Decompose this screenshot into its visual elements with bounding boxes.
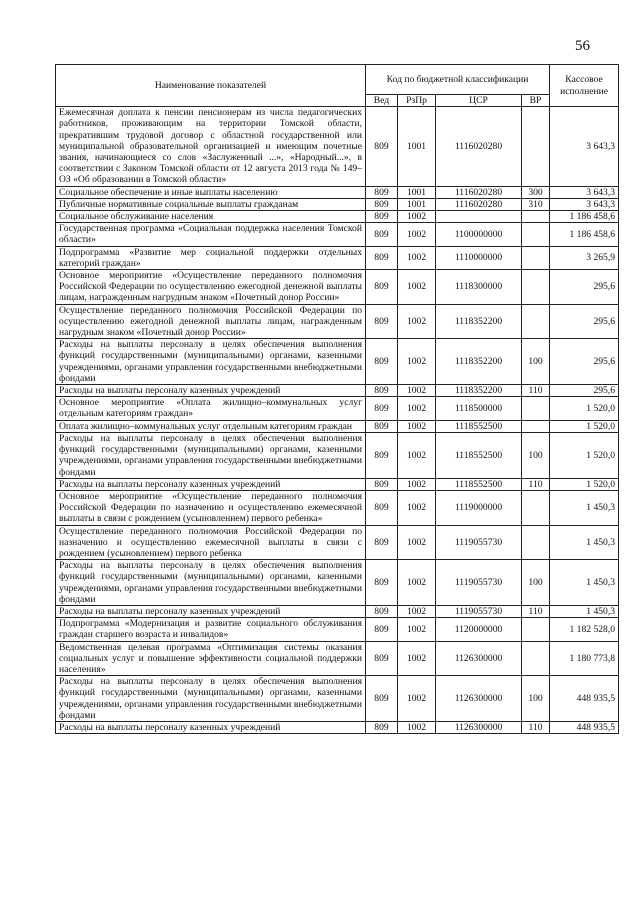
- cell-name: Расходы на выплаты персоналу казенных учреждений: [56, 385, 366, 397]
- table-row: [56, 223, 619, 246]
- cell-name: Государственная программа «Социальная поддержка населения Томской области»: [56, 223, 366, 246]
- cell-ved: 809: [366, 676, 398, 722]
- cell-rzpr: 1002: [398, 385, 436, 397]
- table-row: [56, 385, 619, 397]
- cell-rzpr: 1002: [398, 478, 436, 490]
- cell-name: Расходы на выплаты персоналу казенных учреждений: [56, 605, 366, 617]
- cell-name: Основное мероприятие «Осуществление переданного полномочия Российской Федерации по осуществлению ежегодной денежной выплаты лицам, награжденным нагрудным знаком «Почетный донор России»: [56, 270, 366, 305]
- cell-vr: 110: [522, 385, 550, 397]
- cell-ved: 809: [366, 397, 398, 420]
- cell-name: Социальное обслуживание населения: [56, 211, 366, 223]
- cell-name: Расходы на выплаты персоналу казенных учреждений: [56, 721, 366, 733]
- cell-ved: 809: [366, 304, 398, 339]
- cell-csr: 1119000000: [436, 490, 522, 525]
- cell-rzpr: 1002: [398, 605, 436, 617]
- cell-name: Основное мероприятие «Осуществление переданного полномочия Российской Федерации по назначению и осуществлению ежемесячной выплаты в связи с рождением (усыновлением) первого ребенка»: [56, 490, 366, 525]
- cell-rzpr: 1001: [398, 107, 436, 186]
- cell-ved: 809: [366, 107, 398, 186]
- cell-vr: 110: [522, 605, 550, 617]
- cell-name: Расходы на выплаты персоналу казенных учреждений: [56, 478, 366, 490]
- cell-amount: 1 186 458,6: [550, 223, 619, 246]
- cell-amount: 295,6: [550, 270, 619, 305]
- cell-name: Осуществление переданного полномочия Российской Федерации по осуществлению ежегодной денежной выплаты лицам, награжденным нагрудным знаком «Почетный донор России»: [56, 304, 366, 339]
- cell-vr: 110: [522, 478, 550, 490]
- table-row: [56, 490, 619, 525]
- cell-amount: 3 643,3: [550, 186, 619, 198]
- cell-amount: 448 935,5: [550, 676, 619, 722]
- cell-name: Осуществление переданного полномочия Российской Федерации по назначению и осуществлению ежемесячной выплаты в связи с рождением (усыновлением) первого ребенка: [56, 525, 366, 560]
- cell-name: Публичные нормативные социальные выплаты гражданам: [56, 198, 366, 210]
- cell-csr: 1100000000: [436, 223, 522, 246]
- cell-csr: 1126300000: [436, 721, 522, 733]
- cell-ved: 809: [366, 420, 398, 432]
- cell-csr: 1116020280: [436, 198, 522, 210]
- cell-rzpr: 1002: [398, 618, 436, 641]
- cell-vr: [522, 107, 550, 186]
- cell-ved: 809: [366, 560, 398, 606]
- cell-vr: [522, 304, 550, 339]
- cell-rzpr: 1002: [398, 641, 436, 676]
- cell-ved: 809: [366, 605, 398, 617]
- cell-rzpr: 1002: [398, 721, 436, 733]
- cell-amount: 1 182 528,0: [550, 618, 619, 641]
- table-row: [56, 721, 619, 733]
- cell-csr: 1118552500: [436, 478, 522, 490]
- table-row: [56, 198, 619, 210]
- cell-csr: 1126300000: [436, 641, 522, 676]
- cell-amount: 1 450,3: [550, 525, 619, 560]
- table-row: [56, 560, 619, 606]
- cell-ved: 809: [366, 478, 398, 490]
- cell-rzpr: 1002: [398, 304, 436, 339]
- header-csr: ЦСР: [436, 95, 522, 107]
- table-row: [56, 270, 619, 305]
- cell-name: Расходы на выплаты персоналу в целях обеспечения выполнения функций государственными (муниципальными) органами, казенными учреждениями, органами управления государственными внебюджетными фондами: [56, 676, 366, 722]
- cell-csr: 1118500000: [436, 397, 522, 420]
- cell-rzpr: 1001: [398, 198, 436, 210]
- cell-amount: 1 520,0: [550, 478, 619, 490]
- cell-ved: 809: [366, 525, 398, 560]
- cell-csr: 1118300000: [436, 270, 522, 305]
- table-row: [56, 397, 619, 420]
- cell-amount: 1 450,3: [550, 490, 619, 525]
- cell-amount: 295,6: [550, 385, 619, 397]
- cell-csr: 1118352200: [436, 385, 522, 397]
- cell-vr: [522, 223, 550, 246]
- cell-name: Подпрограмма «Развитие мер социальной поддержки отдельных категорий граждан»: [56, 246, 366, 269]
- table-row: [56, 186, 619, 198]
- cell-ved: 809: [366, 432, 398, 478]
- header-code-group: Код по бюджетной классификации: [366, 65, 550, 95]
- cell-amount: 1 180 773,8: [550, 641, 619, 676]
- table-row: [56, 246, 619, 269]
- cell-amount: 3 265,9: [550, 246, 619, 269]
- cell-ved: 809: [366, 618, 398, 641]
- cell-vr: 300: [522, 186, 550, 198]
- cell-ved: 809: [366, 246, 398, 269]
- table-row: [56, 525, 619, 560]
- cell-ved: 809: [366, 186, 398, 198]
- cell-name: Оплата жилищно–коммунальных услуг отдельным категориям граждан: [56, 420, 366, 432]
- cell-csr: 1119055730: [436, 560, 522, 606]
- cell-csr: 1118552500: [436, 432, 522, 478]
- budget-table: [55, 64, 619, 734]
- cell-name: Расходы на выплаты персоналу в целях обеспечения выполнения функций государственными (муниципальными) органами, казенными учреждениями, органами управления государственными внебюджетными фондами: [56, 339, 366, 385]
- cell-csr: 1116020280: [436, 107, 522, 186]
- cell-ved: 809: [366, 721, 398, 733]
- cell-vr: [522, 525, 550, 560]
- cell-ved: 809: [366, 211, 398, 223]
- cell-rzpr: 1002: [398, 525, 436, 560]
- cell-vr: 100: [522, 339, 550, 385]
- cell-name: Расходы на выплаты персоналу в целях обеспечения выполнения функций государственными (муниципальными) органами, казенными учреждениями, органами управления государственными внебюджетными фондами: [56, 432, 366, 478]
- cell-vr: [522, 397, 550, 420]
- table-row: [56, 339, 619, 385]
- cell-csr: 1119055730: [436, 605, 522, 617]
- cell-vr: 310: [522, 198, 550, 210]
- table-row: [56, 432, 619, 478]
- page-number: 56: [575, 38, 590, 54]
- cell-amount: 1 186 458,6: [550, 211, 619, 223]
- cell-rzpr: 1002: [398, 432, 436, 478]
- header-name: Наименование показателей: [56, 65, 366, 107]
- header-amount: Кассовое исполнение: [550, 65, 619, 107]
- table-row: [56, 605, 619, 617]
- cell-csr: 1118352200: [436, 304, 522, 339]
- cell-rzpr: 1002: [398, 420, 436, 432]
- cell-vr: [522, 641, 550, 676]
- cell-amount: 1 520,0: [550, 397, 619, 420]
- cell-csr: 1126300000: [436, 676, 522, 722]
- cell-rzpr: 1002: [398, 676, 436, 722]
- cell-vr: 100: [522, 676, 550, 722]
- header-rzpr: РзПр: [398, 95, 436, 107]
- cell-amount: 1 520,0: [550, 432, 619, 478]
- cell-amount: 1 450,3: [550, 605, 619, 617]
- cell-rzpr: 1002: [398, 490, 436, 525]
- cell-vr: 100: [522, 560, 550, 606]
- cell-rzpr: 1002: [398, 397, 436, 420]
- cell-csr: 1120000000: [436, 618, 522, 641]
- cell-ved: 809: [366, 270, 398, 305]
- cell-amount: 448 935,5: [550, 721, 619, 733]
- cell-amount: 295,6: [550, 304, 619, 339]
- cell-name: Ежемесячная доплата к пенсии пенсионерам из числа педагогических работников, проживающим на территории Томской области, прекратившим трудовой договор с областной государственной или муниципальной образовательной организацией и имеющим почетные звания, начинающиеся со слов «Заслуженный ...», «Народный...», в соответствии с Законом Томской области от 12 августа 2013 года № 149–ОЗ «Об образовании в Томской области»: [56, 107, 366, 186]
- table-row: [56, 618, 619, 641]
- table-row: [56, 478, 619, 490]
- cell-ved: 809: [366, 223, 398, 246]
- cell-vr: [522, 490, 550, 525]
- cell-vr: [522, 270, 550, 305]
- cell-vr: 110: [522, 721, 550, 733]
- cell-name: Ведомственная целевая программа «Оптимизация системы оказания социальных услуг и повышение эффективности социальной поддержки населения»: [56, 641, 366, 676]
- table-row: [56, 420, 619, 432]
- cell-amount: 3 643,3: [550, 198, 619, 210]
- cell-vr: 100: [522, 432, 550, 478]
- cell-ved: 809: [366, 641, 398, 676]
- cell-csr: 1116020280: [436, 186, 522, 198]
- cell-csr: 1118552500: [436, 420, 522, 432]
- cell-rzpr: 1002: [398, 560, 436, 606]
- cell-csr: 1119055730: [436, 525, 522, 560]
- cell-vr: [522, 420, 550, 432]
- cell-csr: [436, 211, 522, 223]
- table-row: [56, 641, 619, 676]
- cell-name: Подпрограмма «Модернизация и развитие социального обслуживания граждан старшего возраста и инвалидов»: [56, 618, 366, 641]
- cell-ved: 809: [366, 198, 398, 210]
- cell-csr: 1118352200: [436, 339, 522, 385]
- cell-rzpr: 1001: [398, 186, 436, 198]
- cell-ved: 809: [366, 490, 398, 525]
- cell-name: Расходы на выплаты персоналу в целях обеспечения выполнения функций государственными (муниципальными) органами, казенными учреждениями, органами управления государственными внебюджетными фондами: [56, 560, 366, 606]
- cell-csr: 1110000000: [436, 246, 522, 269]
- cell-amount: 1 450,3: [550, 560, 619, 606]
- cell-rzpr: 1002: [398, 223, 436, 246]
- cell-name: Основное мероприятие «Оплата жилищно–коммунальных услуг отдельным категориям граждан»: [56, 397, 366, 420]
- cell-rzpr: 1002: [398, 211, 436, 223]
- table-row: [56, 676, 619, 722]
- cell-ved: 809: [366, 385, 398, 397]
- cell-rzpr: 1002: [398, 246, 436, 269]
- cell-amount: 295,6: [550, 339, 619, 385]
- cell-rzpr: 1002: [398, 270, 436, 305]
- cell-ved: 809: [366, 339, 398, 385]
- cell-name: Социальное обеспечение и иные выплаты населению: [56, 186, 366, 198]
- header-vr: ВР: [522, 95, 550, 107]
- cell-amount: 1 520,0: [550, 420, 619, 432]
- header-ved: Вед: [366, 95, 398, 107]
- table-row: [56, 304, 619, 339]
- cell-vr: [522, 211, 550, 223]
- table-row: [56, 211, 619, 223]
- cell-vr: [522, 246, 550, 269]
- table-row: [56, 107, 619, 186]
- cell-vr: [522, 618, 550, 641]
- cell-rzpr: 1002: [398, 339, 436, 385]
- cell-amount: 3 643,3: [550, 107, 619, 186]
